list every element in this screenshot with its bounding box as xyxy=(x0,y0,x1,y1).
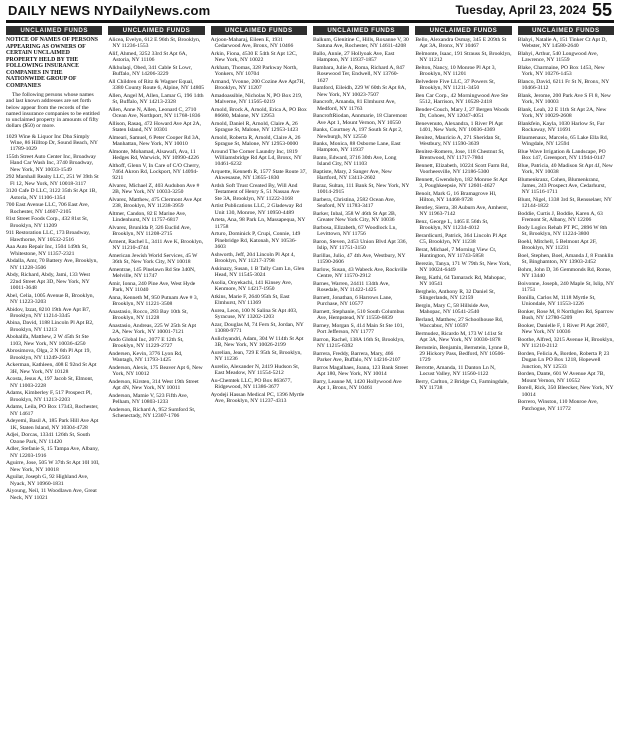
unclaimed-funds-entry: Blaumenaux, Marcelo, 65 Lake Ella Rd, Wingdale, NY 12594 xyxy=(517,134,609,148)
unclaimed-funds-entry: Ashworth, Jeff, 204 Lincoln Pl Apt 4, Brooklyn, NY 11217-3798 xyxy=(210,251,295,264)
unclaimed-funds-entry: Alkhulaqi, Obed, 341 Cable St Lowr, Buffalo, NY 14206-3229 xyxy=(108,64,192,78)
unclaimed-funds-entry: Benitez-Romero, Jose, 118 Chestnut St, Brentwood, NY 11717-7804 xyxy=(415,148,505,162)
unclaimed-funds-entry: Barron, Rachel, 138A 16th St, Brooklyn, NY 11215-6392 xyxy=(313,336,405,350)
column-body xyxy=(518,37,614,413)
unclaimed-funds-entry: Barillas, Julio, 47 4th Ave, Westbury, NY 11590-2606 xyxy=(313,253,406,266)
unclaimed-funds-entry: Berry, Carlton, 2 Bridge Ct, Farmingdale, NY 11738 xyxy=(415,378,509,392)
unclaimed-funds-entry: Barbera, Christina, 2582 Ocean Ave, Seaford, NY 11783-3417 xyxy=(313,197,396,210)
unclaimed-funds-entry: Barnett, Jonathan, 6 Harrows Lane, Purchase, NY 10577 xyxy=(313,295,393,308)
unclaimed-funds-entry: Abdalla, Amr, 70 Battery Ave, Brooklyn, NY 11228-3506 xyxy=(6,258,98,271)
unclaimed-funds-entry: Baron, Steven, 2453 Union Blvd Apt 336, Islip, NY 11751-3150 xyxy=(313,239,408,252)
unclaimed-funds-entry: Banks, Monica, 88 Osborne Lane, East Hampton, NY 11937 xyxy=(313,141,401,154)
unclaimed-funds-entry: All Children of Ritz & Wagner Equal, 3380 County Route 6, Alpine, NY 14805 xyxy=(108,78,205,92)
unclaimed-funds-entry: Blank, Jerome, 200 Park Ave S Fl 8, New York, NY 10003 xyxy=(517,92,611,106)
unclaimed-funds-entry: Arquette, Kenneth R, 1577 State Route 37, Akwesasne, NY 13655-1830 xyxy=(210,169,307,182)
column-5 xyxy=(415,26,511,742)
unclaimed-funds-entry: Arment, Rachel L, 3411 Ave K, Brooklyn, NY 11210-4744 xyxy=(108,239,204,252)
unclaimed-funds-entry: Abrosimova, Olga, 2 N 6th Pl Apt 19, Brooklyn, NY 11249-2503 xyxy=(6,348,91,361)
unclaimed-funds-entry: Arkin, Fiona, 4530 E 54th St Apt 12C, New York, NY 10022 xyxy=(210,50,298,64)
unclaimed-funds-entry: Barney, Morgan S, 414 Main St Ste 101, Port Jefferson, NY 11777 xyxy=(313,322,404,336)
unclaimed-funds-entry: Arturo, Dominick P, Crupi, Connie, 149 Pinebridge Rd, Katonah, NY 10536-3603 xyxy=(210,231,301,250)
unclaimed-funds-entry: Barker, Inbal, 358 W 46th St Apt 2B, Greater New York City, NY 10036 xyxy=(313,211,397,224)
unclaimed-funds-entry: Ballo, Annie, 27 Hollyoak Ave, East Hampton, NY 11937-1857 xyxy=(313,50,395,64)
unclaimed-funds-entry: Askinazy, Susan, 1 B Tally Cam Ln, Glen Head, NY 11545-3024 xyxy=(210,265,305,278)
unclaimed-funds-entry: Adler, Stefanie S, 15 Tampa Ave, Albany, NY 12203-1916 xyxy=(6,446,99,459)
unclaimed-funds-entry: 155th Street Auto Center Inc, Broadway Hand Car Wash Inc, 3740 Broadway, New York, NY 10033-1549 xyxy=(6,154,97,173)
columns xyxy=(6,26,614,742)
unclaimed-funds-entry: 3120 Cafe D LLC, 3122 35th St Apt 1B, Astoria, NY 11106-1354 xyxy=(6,188,97,201)
unclaimed-funds-entry: Body Logics Rehab PT PC, 2896 W 8th St, Brooklyn, NY 11224-3800 xyxy=(517,225,608,238)
unclaimed-funds-entry: Abidov, Izzat, 8210 19th Ave Apt B7, Brooklyn, NY 11214-3345 xyxy=(6,306,91,319)
column-body xyxy=(211,37,307,406)
unclaimed-funds-entry: Belvedere Five LLC, 37 Powers St, Brooklyn, NY 11211-3450 xyxy=(415,78,496,92)
unclaimed-funds-entry: Benz, George L, 1465 E 56th St, Brooklyn, NY 11234-4012 xyxy=(415,218,489,232)
unclaimed-funds-entry: Belmonte, Isaac, 191 Strauss St, Brooklyn, NY 11212 xyxy=(415,50,512,64)
unclaimed-funds-entry: Ardsh Soft Trust Created By, Will And Testament of Henry S, 51 Nassau Ave Ste 3A, Brooklyn, NY 11222-3168 xyxy=(210,183,300,202)
column-header: UNCLAIMED FUNDS xyxy=(415,26,511,35)
unclaimed-funds-entry: Berghelo, Anthony R, 32 Daniel St, Slingerlands, NY 12159 xyxy=(415,288,496,302)
unclaimed-funds-entry: Allen, Anne N, Allen, Leonard C, 2710 Ocean Ave, Northport, NY 11768-1836 xyxy=(108,106,201,120)
unclaimed-funds-entry: Aurelio, Alexander N, 2419 Hudson St, East Meadow, NY 11554-5212 xyxy=(210,363,300,376)
unclaimed-funds-entry: Aurea, Leon, 100 N Salina St Apt 403, Syracuse, NY 13202-1203 xyxy=(210,307,298,320)
unclaimed-funds-entry: Almonte, Mohamad, Alsawafi, Ava, 11 Hedges Rd, Warwick, NY 10990-4226 xyxy=(108,148,199,162)
unclaimed-funds-entry: Bamford, Eileidh, 229 W 60th St Apt 8A, New York, NY 10023-7507 xyxy=(313,85,407,98)
unclaimed-funds-entry: Asolia, Onyekachi, 141 Kinsey Ave, Kenmore, NY 14217-1950 xyxy=(210,279,293,292)
unclaimed-funds-entry: Aurelian, Jean, 729 E 95th St, Brooklyn, NY 11236 xyxy=(210,349,302,362)
unclaimed-funds-entry: Atkins, Marie F, 2640 95th St, East Elmhurst, NY 11369 xyxy=(210,293,290,306)
column-body xyxy=(108,37,204,421)
unclaimed-funds-entry: Aguilar, Joseph G, 92 Highland Ave, Nyack, NY 10960-1831 xyxy=(6,474,89,487)
unclaimed-funds-entry: Boehl, Mitchell, 5 Belmont Apt 2F, Brooklyn, NY 11231 xyxy=(517,239,597,252)
unclaimed-funds-entry: Boivonne, Joseph, 240 Maple St, Islip, NY 11751 xyxy=(517,281,614,294)
unclaimed-funds-entry: Barnes, Warren, 24411 134th Ave, Rosedale, NY 11422-1425 xyxy=(313,281,390,294)
unclaimed-funds-entry: Amir, Ionna, 240 Pine Ave, West Hyde Park, NY 11040 xyxy=(108,281,196,294)
unclaimed-funds-entry: Berezin, Tanya, 171 W 79th St, New York, NY 10024-6449 xyxy=(415,260,511,274)
unclaimed-funds-entry: Blanco, David, 6211 Fr St N, Bronx, NY 10466-3112 xyxy=(517,78,610,92)
unclaimed-funds-entry: Arnold, Roberta R, Arnold, Claire A, 26 Sprague St, Malone, NY 12953-0000 xyxy=(210,134,301,148)
unclaimed-funds-entry: Abohalifa, Matthew, 2 W 45th St Ste 1103, New York, NY 10036-4250 xyxy=(6,334,89,347)
unclaimed-funds-entry: Adjei, Dorcas, 13341 126th St, South Ozone Park, NY 11420 xyxy=(6,432,90,445)
column-1 xyxy=(6,26,102,742)
unclaimed-funds-entry: Borden, Dante, 601 W Avenue Apt 7B, Mount Vernon, NY 10552 xyxy=(517,371,605,384)
unclaimed-funds-entry: Around The Corner Laundry Inc, 1819 Williamsbridge Rd Apt Ld, Bronx, NY 10461-6232 xyxy=(210,148,302,168)
unclaimed-funds-entry: Anastasio, Rocco, 283 Bay 10th St, Brooklyn, NY 11228 xyxy=(108,309,188,322)
unclaimed-funds-entry: Ackerman, Kathleen, 408 E 92nd St Apt 3H, New York, NY 10128 xyxy=(6,362,97,375)
column-header: UNCLAIMED FUNDS xyxy=(6,26,102,35)
unclaimed-funds-entry: Altmer, Candon, 82 E Marine Ave, Lindenhurst, NY 11757-6817 xyxy=(108,211,187,224)
unclaimed-funds-entry: Blunt, Nigel, 1338 3rd St, Rensselaer, NY 12144-1822 xyxy=(517,197,612,210)
unclaimed-funds-entry: Ben Car Corp., 42 Morningwood Ave Ste 5512, Harrison, NY 10528-2418 xyxy=(415,92,509,106)
unclaimed-funds-entry: American Jewish World Services, 45 W 36th St, New York City, NY 10018 xyxy=(108,253,198,266)
unclaimed-funds-entry: Bender-Couch, Mary J, 27 Bergen Woods Dr, Cohoes, NY 12047-4051 xyxy=(415,106,509,120)
unclaimed-funds-entry: Blahyi, Arthur, 540 Longwood Ave, Lawrence, NY 11559 xyxy=(517,50,598,64)
unclaimed-funds-entry: Baraz, Sultan, 111 Bank St, New York, NY 10014-2915 xyxy=(313,183,410,196)
unclaimed-funds-entry: Amadoassibie, Nicholas N, PO Box 219, Malverne, NY 11565-0219 xyxy=(210,92,303,106)
unclaimed-funds-entry: Booker, Danielle F, 1 River Pl Apt 2607, New York, NY 10036 xyxy=(517,322,609,336)
unclaimed-funds-entry: Boothe, Alfred, 3215 Avenue H, Brooklyn, NY 11210-2112 xyxy=(517,336,614,350)
unclaimed-funds-entry: Allen, Angel M, Allen, Lamar G, 196 14th St, Buffalo, NY 14213-2328 xyxy=(108,92,204,106)
unclaimed-funds-entry: Barros Magalhaes, Joana, 123 Bank Street Apt 180, New York, NY 10014 xyxy=(313,364,408,378)
unclaimed-funds-entry: Blumenkranz, Cohen, Blumenkranz, James, 243 Prospect Ave, Cedarhurst, NY 11516-1711 xyxy=(517,176,606,196)
unclaimed-funds-entry: Barrera, Freddy, Barrera, Mary, 466 Parker Ave, Buffalo, NY 14216-2107 xyxy=(313,350,401,364)
unclaimed-funds-entry: Adams, Leila, PO Box 17343, Rochester, NY 14617 xyxy=(6,404,99,417)
unclaimed-funds-entry: Bancroft, Amanda, 81 Elmhurst Ave, Medford, NY 11763 xyxy=(313,99,396,112)
unclaimed-funds-entry: Bennett, Gwendolyn, 182 Monroe St Apt 3, Poughkeepsie, NY 12601-4627 xyxy=(415,176,508,190)
unclaimed-funds-entry: Barlow, Susan, 43 Wabeck Ave, Rockville Centre, NY 11570-2912 xyxy=(313,267,408,280)
column-body xyxy=(6,37,102,502)
notice-intro: The following persons whose names and last known addresses are set forth below appear from the records of the named insurance companies to be entitled to unclaimed property in amounts of fifty dollars ($50) or more. xyxy=(6,92,100,130)
unclaimed-funds-entry: Ando Global Inc, 2077 E 12th St, Brooklyn, NY 11229-2727 xyxy=(108,336,184,350)
unclaimed-funds-entry: Blahyi, Natalie A, 151 Tinker Ct Apt D, Webster, NY 14580-2640 xyxy=(517,37,607,50)
column-body xyxy=(415,37,511,393)
unclaimed-funds-entry: Aulichyandri, Adam, 304 W 114th St Apt 3B, New York, NY 10026-2199 xyxy=(210,335,304,348)
unclaimed-funds-entry: Bello, Alexandra Osmay, 345 E 209th St Apt 3A, Bronx, NY 10467 xyxy=(415,37,507,50)
unclaimed-funds-entry: Bermudez, Ricardo M, 173 W 141st St Apt 3A, New York, NY 10030-1878 xyxy=(415,330,503,343)
unclaimed-funds-entry: Blue, Patricia, 40 Madison St Apt 4J, New York, NY 10038 xyxy=(517,162,613,176)
unclaimed-funds-entry: Blake, Charmaine, PO Box 1453, New York, NY 10276-1453 xyxy=(517,64,605,78)
unclaimed-funds-entry: Berrotte, Amanda, 11 Danton Ln N, Locust Valley, NY 11560-1122 xyxy=(415,364,496,378)
unclaimed-funds-entry: Bonilla, Carlos M, 1118 Myrtle St, Uniondale, NY 11553-1226 xyxy=(517,295,596,308)
unclaimed-funds-entry: Aguirre, Jose, 505 W 37th St Apt 10I 10I, New York, NY 10018 xyxy=(6,460,100,473)
unclaimed-funds-entry: Bohm, John D, 36 Gemmonds Rd, Rome, NY 13440 xyxy=(517,267,612,280)
unclaimed-funds-entry: Boddie, Curtis J, Boddie, Karen A, 63 Fremont St, Albany, NY 12206 xyxy=(517,211,603,224)
unclaimed-funds-entry: Aiyoung, Neil, 11 Woodlawn Ave, Great Neck, NY 11021 xyxy=(6,488,97,501)
unclaimed-funds-entry: Alicea, Evelyn, 612 E 96th St, Brooklyn, NY 11236-1553 xyxy=(108,37,201,50)
page-number: 55 xyxy=(591,0,612,20)
column-body xyxy=(313,37,409,393)
masthead xyxy=(6,0,614,23)
unclaimed-funds-entry: Boel, Stephen, Boel, Amanda J, 8 Franklin St, Binghamton, NY 13903-2452 xyxy=(517,253,614,266)
column-header: UNCLAIMED FUNDS xyxy=(518,26,614,35)
unclaimed-funds-entry: Amentrae, 145 Pinelawn Rd Ste 340N, Melville, NY 11747 xyxy=(108,267,196,280)
unclaimed-funds-entry: Alvarez, Michael Z, 403 Audubon Ave # 2B, New York, NY 10033-3250 xyxy=(108,183,200,196)
unclaimed-funds-entry: Arnold, Brock A, Arnold, Erica A, PO Box 86680, Malone, NY 12953 xyxy=(210,106,307,120)
unclaimed-funds-entry: 81st Street Foods Corp., 432 81st St, Brooklyn, NY 11209 xyxy=(6,216,89,229)
unclaimed-funds-entry: Balkum, Glenitine C, Hills, Roxanne V, 30 Satuna Ave, Rochester, NY 14611-4208 xyxy=(313,37,409,50)
unclaimed-funds-entry: Bergin, Mary C, 58 Hillside Ave, Mahopac, NY 10541-2540 xyxy=(415,302,490,315)
unclaimed-funds-entry: Barry, Leanne M, 1420 Hollywood Ave Apt 1, Bronx, NY 10461 xyxy=(313,378,402,392)
unclaimed-funds-entry: Blankfein, Kayla, 1030 Harlow St, Far Rockaway, NY 11691 xyxy=(517,120,605,134)
unclaimed-funds-entry: Bentley, Sierra, 38 Auburn Ave, Amherst, NY 11963-7142 xyxy=(415,204,509,218)
unclaimed-funds-entry: Abdy, Richard, Abdy, Jami, 133 West 22nd Street Apt 3D, New York, NY 10011-3648 xyxy=(6,272,91,291)
notice-title: NOTICE OF NAMES OF PERSONS APPEARING AS OWNERS OF CERTAIN UNCLAIMED PROPERTY HELD BY THE FOLLOWING INSURANCE COMPANIES IN THE NATIONWIDE GROUP OF COMPANIES xyxy=(6,37,99,89)
unclaimed-funds-entry: Borden, Felicia A, Borden, Roberta P, 23 Dugan Ln PO Box 1218, Hopewell Junction, NY 12533 xyxy=(517,350,610,370)
unclaimed-funds-entry: BancroftRiodan, Annmarie, 18 Claremont Ave Apt 1, Mount Vernon, NY 10550 xyxy=(313,113,407,126)
unclaimed-funds-entry: Bennett, Elizabeth, 10224 Scott Farm Rd, Voorheesville, NY 12186-5300 xyxy=(415,162,509,176)
unclaimed-funds-entry: Banks, Courtney A, 197 South St Apt 2, Newburgh, NY 12550 xyxy=(313,127,403,140)
unclaimed-funds-entry: Abel, Celia, 1005 Avenue R, Brooklyn, NY 11223-3203 xyxy=(6,292,94,305)
unclaimed-funds-entry: Borrero, Winston, 110 Monroe Ave, Patchogue, NY 11772 xyxy=(517,399,598,412)
unclaimed-funds-entry: Bonker, Rose M, 8 Northglen Rd, Sparrow Bush, NY 12780-5209 xyxy=(517,309,614,322)
unclaimed-funds-entry: Artist Publications LLC, 2 Gladeway Rd Unit 130, Monroe, NY 10950-4489 xyxy=(210,203,303,216)
unclaimed-funds-entry: Blank, Leah, 22 E 11th St Apt 2A, New York, NY 10029-2608 xyxy=(517,106,607,120)
unclaimed-funds-entry: Adams, Kimberley F, 517 Prospect Pl, Brooklyn, NY 11213-2203 xyxy=(6,390,92,403)
unclaimed-funds-entry: Berat, Michael, 7 Morning View Ct, Huntington, NY 11743-5858 xyxy=(415,246,497,260)
unclaimed-funds-entry: Acosta, Jesus A, 197 Jacob St, Elmont, NY 11003-2228 xyxy=(6,376,94,389)
unclaimed-funds-entry: Berg, Kathi, 64 Tamarack Rd, Mahopac, NY 10541 xyxy=(415,274,506,288)
column-6 xyxy=(518,26,614,742)
unclaimed-funds-entry: Benitez, Mauricio A, 271 Sheridan St, Westbury, NY 11590-3639 xyxy=(415,134,501,148)
unclaimed-funds-entry: Belton, Nancy, 10 Monroe Pl Apt 3, Brooklyn, NY 11201 xyxy=(415,64,496,78)
unclaimed-funds-entry: Alvarez, Matthew, 475 Clermont Ave Apt 238, Brooklyn, NY 11238-3959 xyxy=(108,197,202,210)
unclaimed-funds-entry: Arteta, Ana, 98 Park Ln, Massapequa, NY 11758 xyxy=(210,217,306,230)
unclaimed-funds-entry: Barnett, Stephanie, 510 South Columbus Ave, Hempstead, NY 11550-6839 xyxy=(313,309,405,322)
unclaimed-funds-entry: Arnold, Daniel R, Arnold, Claire A, 26 Sprague St, Malone, NY 12953-1423 xyxy=(210,120,299,134)
column-header: UNCLAIMED FUNDS xyxy=(313,26,409,35)
unclaimed-funds-entry: Berardicurti, Patrick, 364 Lincoln Pl Apt C5, Brooklyn, NY 11238 xyxy=(415,232,507,246)
unclaimed-funds-entry: Bernstein, Benjamin, Bernstein, Lynne B, 29 Hickory Pass, Bedford, NY 10506-1729 xyxy=(415,344,509,364)
unclaimed-funds-entry: Azar, Douglas M, 74 Fern St, Jordan, NY 13080-9771 xyxy=(210,321,304,334)
unclaimed-funds-entry: Abina, David, 1188 Lincoln Pl Apt B2, Brooklyn, NY 11213 xyxy=(6,320,94,333)
unclaimed-funds-entry: Alif, Ahmed, 3252 33rd St Apt 6A, Astoria, NY 11106 xyxy=(108,50,188,64)
unclaimed-funds-entry: Almeari, Samuel, 6 Peter Cooper Rd 3A, Manhattan, New York, NY 10010 xyxy=(108,134,201,148)
unclaimed-funds-entry: Allison, Rasaq, 472 Howard Ave Apt 2A, Staten Island, NY 10301 xyxy=(108,120,201,134)
publication-name: DAILY NEWS NYDailyNews.com xyxy=(8,2,211,18)
unclaimed-funds-entry: Borell, Rick, 350 Bleecker, New York, NY 10014 xyxy=(517,385,614,398)
unclaimed-funds-entry: Banto, Edward, 3716 30th Ave, Long Island City, NY 11103 xyxy=(313,155,397,168)
unclaimed-funds-entry: Ayodeji Hassan Medical PC, 1396 Myrtle Ave, Brooklyn, NY 11237-4313 xyxy=(210,391,305,404)
masthead-right xyxy=(455,0,612,21)
unclaimed-funds-entry: 700 East Avenue LLC, 706 East Ave, Rochester, NY 14607-2105 xyxy=(6,202,90,215)
column-3 xyxy=(211,26,307,742)
unclaimed-funds-entry: 911 Restoration LLC, 173 Broadway, Hawthorne, NY 10532-2516 xyxy=(6,230,90,243)
unclaimed-funds-entry: Anastasio, Andreas, 225 W 25th St Apt 2A, New York, NY 10001-7121 xyxy=(108,322,197,336)
unclaimed-funds-entry: Au-Chemtek LLC, PO Box 863677, Ridgewood, NY 11386-3677 xyxy=(210,377,292,390)
column-header: UNCLAIMED FUNDS xyxy=(108,26,204,35)
unclaimed-funds-entry: Berland, Matthew, 27 Schoolhouse Rd, Waccabuc, NY 10597 xyxy=(415,316,504,329)
unclaimed-funds-entry: Barbosa, Elizabeth, 67 Woodlock Ln, Levittown, NY 11756 xyxy=(313,225,397,238)
unclaimed-funds-entry: Bambara, Julie A, Roma, Richard A, 847 Rosewood Ter, Endwell, NY 13760-1627 xyxy=(313,64,405,84)
unclaimed-funds-entry: Benoit, Mark G, 16 Bramagrove Hl, Hilton, NY 14468-9728 xyxy=(415,190,497,204)
unclaimed-funds-entry: Adeyemi, Basil A, 185 Park Hill Ave Apt 1K, Staten Island, NY 10304-4728 xyxy=(6,418,99,431)
unclaimed-funds-entry: Anderson, Alexis, 175 Beaver Apt 6, New York, NY 10012 xyxy=(108,364,203,378)
column-4 xyxy=(313,26,409,742)
unclaimed-funds-entry: Alvarez, Brunilda P, 326 Euclid Ave, Brooklyn, NY 11208-2715 xyxy=(108,225,191,238)
unclaimed-funds-entry: 292 Marshall Realty LLC, 251 W 39th St Fl 12, New York, NY 10018-3117 xyxy=(6,174,99,187)
unclaimed-funds-entry: Anderson, Kirsten, 314 West 19th Street Apt 4N, New York, NY 10011 xyxy=(108,378,199,392)
unclaimed-funds-entry: Aaa Auto Repair Inc, 1504 149th St, Whitestone, NY 11357-2321 xyxy=(6,244,88,257)
unclaimed-funds-entry: Andersen, Kevin, 3776 Lyon Rd, Wantagh, NY 11793-1425 xyxy=(108,350,183,364)
unclaimed-funds-entry: Arkham, Thomas, 328 Parkway North, Yonkers, NY 10704 xyxy=(210,64,298,78)
issue-date: Tuesday, April 23, 2024 xyxy=(455,3,586,17)
unclaimed-funds-entry: Baptiste, Mary, 2 Sanger Ave, New Hartford, NY 13413-2602 xyxy=(313,169,392,182)
unclaimed-funds-entry: Armand, Yvonne, 200 Cozine Ave Apt7H, Brooklyn, NY 11207 xyxy=(210,78,305,92)
unclaimed-funds-entry: Blue Wave Irrigation & Landscape, PO Box 147, Greenport, NY 11944-0147 xyxy=(517,148,606,162)
unclaimed-funds-entry: Anna, Kenneth M, 950 Putnam Ave # 3, Brooklyn, NY 11221-3508 xyxy=(108,295,199,308)
unclaimed-funds-entry: Anderson, Richard A, 952 Sumford St, Schenectady, NY 12307-1706 xyxy=(108,406,196,420)
column-2 xyxy=(108,26,204,742)
unclaimed-funds-entry: Benevenuto, Alexandra, 1 River Pl Apt 1401, New York, NY 10036-4369 xyxy=(415,120,503,134)
unclaimed-funds-entry: Althoff, Glenn V, In Care of C/O Cherry, 7464 Akron Rd, Lockport, NY 14094-9211 xyxy=(108,162,200,182)
unclaimed-funds-entry: 1029 Wine & Liquor Inc Dba Simply Wine, 86 Hilltop Dr, Sound Beach, NY 11789-1029 xyxy=(6,133,98,153)
column-header: UNCLAIMED FUNDS xyxy=(211,26,307,35)
unclaimed-funds-entry: Anderson, Mamie V, 523 Fifth Ave, Pelham, NY 10803-1233 xyxy=(108,392,189,406)
unclaimed-funds-entry: Arjoon-Maharaj, Eileen E, 1931 Cedarwood Ave, Bronx, NY 10466 xyxy=(210,37,294,50)
